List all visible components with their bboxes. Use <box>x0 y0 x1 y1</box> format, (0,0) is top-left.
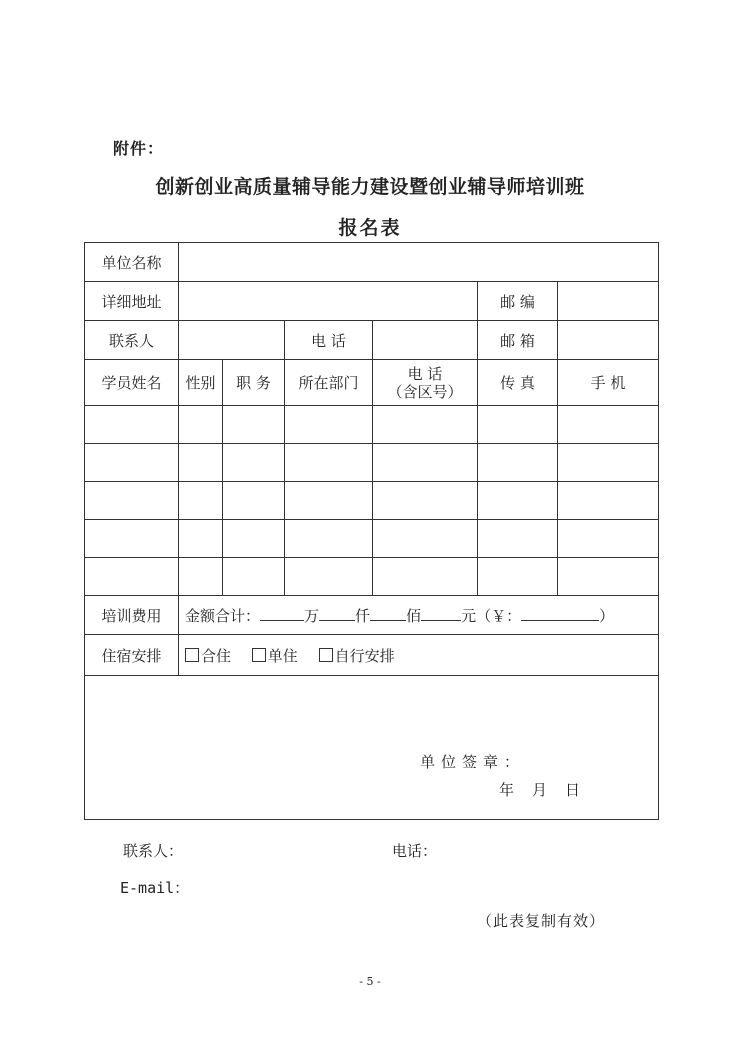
trainee-name-cell[interactable] <box>85 558 179 596</box>
fee-amount <box>179 596 659 635</box>
seal-row <box>85 676 659 820</box>
trainee-gender-cell[interactable] <box>179 520 223 558</box>
fee-wan-blank[interactable] <box>260 604 304 621</box>
copy-valid-note: （此表复制有效） <box>477 912 606 930</box>
trainee-phone-cell[interactable] <box>373 444 478 482</box>
phone-field[interactable] <box>373 321 478 360</box>
email-label: 邮 箱 <box>478 321 558 360</box>
lodging-option-shared[interactable]: 合住 <box>185 647 231 665</box>
phone-label: 电 话 <box>285 321 373 360</box>
contact-label: 联系人 <box>85 321 179 360</box>
col-gender-header: 性别 <box>179 360 223 406</box>
trainee-phone-cell[interactable] <box>373 406 478 444</box>
trainee-position-cell[interactable] <box>223 558 285 596</box>
trainee-position-cell[interactable] <box>223 444 285 482</box>
trainee-department-cell[interactable] <box>285 406 373 444</box>
postcode-field[interactable] <box>558 282 659 321</box>
form-subtitle: 报名表 <box>338 217 402 239</box>
date-year: 年 <box>499 781 515 799</box>
col-mobile-header: 手 机 <box>558 360 659 406</box>
date-day: 日 <box>565 781 581 799</box>
trainee-mobile-cell[interactable] <box>558 558 659 596</box>
address-row <box>85 282 659 321</box>
checkbox-icon[interactable] <box>319 648 333 662</box>
col-fax-header: 传 真 <box>478 360 558 406</box>
fee-rmb-blank[interactable] <box>521 604 599 621</box>
fee-yuan-unit: 元（￥： <box>461 607 522 625</box>
seal-date <box>499 779 598 800</box>
trainee-name-cell[interactable] <box>85 520 179 558</box>
trainee-row <box>85 482 659 520</box>
unit-name-field[interactable] <box>179 243 659 282</box>
checkbox-icon[interactable] <box>252 648 266 662</box>
trainee-position-cell[interactable] <box>223 406 285 444</box>
trainee-mobile-cell[interactable] <box>558 482 659 520</box>
trainee-gender-cell[interactable] <box>179 558 223 596</box>
trainee-header-row <box>85 360 659 406</box>
trainee-department-cell[interactable] <box>285 482 373 520</box>
lodging-option-single[interactable]: 单住 <box>252 647 298 665</box>
fee-label: 培训费用 <box>85 596 179 635</box>
trainee-gender-cell[interactable] <box>179 482 223 520</box>
address-field[interactable] <box>179 282 478 321</box>
lodging-row <box>85 635 659 676</box>
postcode-label: 邮 编 <box>478 282 558 321</box>
registration-table <box>84 242 659 820</box>
fee-qian-unit: 仟 <box>355 607 371 625</box>
col-phone-bottom: （含区号） <box>387 382 463 401</box>
lodging-option-self[interactable]: 自行安排 <box>319 647 395 665</box>
trainee-row <box>85 558 659 596</box>
trainee-fax-cell[interactable] <box>478 482 558 520</box>
contact-row <box>85 321 659 360</box>
trainee-name-cell[interactable] <box>85 406 179 444</box>
trainee-mobile-cell[interactable] <box>558 520 659 558</box>
attachment-label: 附件： <box>113 139 165 158</box>
trainee-name-cell[interactable] <box>85 482 179 520</box>
trainee-phone-cell[interactable] <box>373 558 478 596</box>
date-month: 月 <box>532 781 548 799</box>
fee-row <box>85 596 659 635</box>
col-department-header: 所在部门 <box>285 360 373 406</box>
fee-close: ） <box>599 607 615 625</box>
contact-field[interactable] <box>179 321 285 360</box>
unit-name-row <box>85 243 659 282</box>
trainee-position-cell[interactable] <box>223 520 285 558</box>
page-number: - 5 - <box>359 975 381 988</box>
trainee-gender-cell[interactable] <box>179 444 223 482</box>
address-label: 详细地址 <box>85 282 179 321</box>
trainee-phone-cell[interactable] <box>373 520 478 558</box>
lodging-label: 住宿安排 <box>85 635 179 676</box>
footer-contact: 联系人： <box>123 842 184 860</box>
trainee-department-cell[interactable] <box>285 520 373 558</box>
footer-email: E-mail： <box>120 879 190 897</box>
fee-bai-unit: 佰 <box>406 607 422 625</box>
seal-area[interactable] <box>85 676 659 820</box>
trainee-department-cell[interactable] <box>285 444 373 482</box>
col-phone-top: 电 话 <box>407 364 443 383</box>
email-field[interactable] <box>558 321 659 360</box>
lodging-options <box>179 635 659 676</box>
trainee-position-cell[interactable] <box>223 482 285 520</box>
fee-qian-blank[interactable] <box>319 604 355 621</box>
trainee-mobile-cell[interactable] <box>558 444 659 482</box>
trainee-fax-cell[interactable] <box>478 558 558 596</box>
fee-yuan-blank[interactable] <box>421 604 461 621</box>
footer-phone: 电话： <box>392 842 438 860</box>
unit-name-label: 单位名称 <box>85 243 179 282</box>
seal-label: 单位签章： <box>420 753 526 771</box>
trainee-row <box>85 406 659 444</box>
trainee-mobile-cell[interactable] <box>558 406 659 444</box>
trainee-name-cell[interactable] <box>85 444 179 482</box>
trainee-department-cell[interactable] <box>285 558 373 596</box>
fee-wan-unit: 万 <box>304 607 320 625</box>
trainee-gender-cell[interactable] <box>179 406 223 444</box>
col-phone-header <box>373 360 478 406</box>
trainee-row <box>85 520 659 558</box>
trainee-fax-cell[interactable] <box>478 444 558 482</box>
trainee-phone-cell[interactable] <box>373 482 478 520</box>
col-name-header: 学员姓名 <box>85 360 179 406</box>
trainee-fax-cell[interactable] <box>478 520 558 558</box>
form-title: 创新创业高质量辅导能力建设暨创业辅导师培训班 <box>155 176 585 198</box>
trainee-row <box>85 444 659 482</box>
fee-bai-blank[interactable] <box>370 604 406 621</box>
col-position-header: 职 务 <box>223 360 285 406</box>
trainee-fax-cell[interactable] <box>478 406 558 444</box>
checkbox-icon[interactable] <box>185 648 199 662</box>
fee-total-label: 金额合计： <box>185 607 261 625</box>
